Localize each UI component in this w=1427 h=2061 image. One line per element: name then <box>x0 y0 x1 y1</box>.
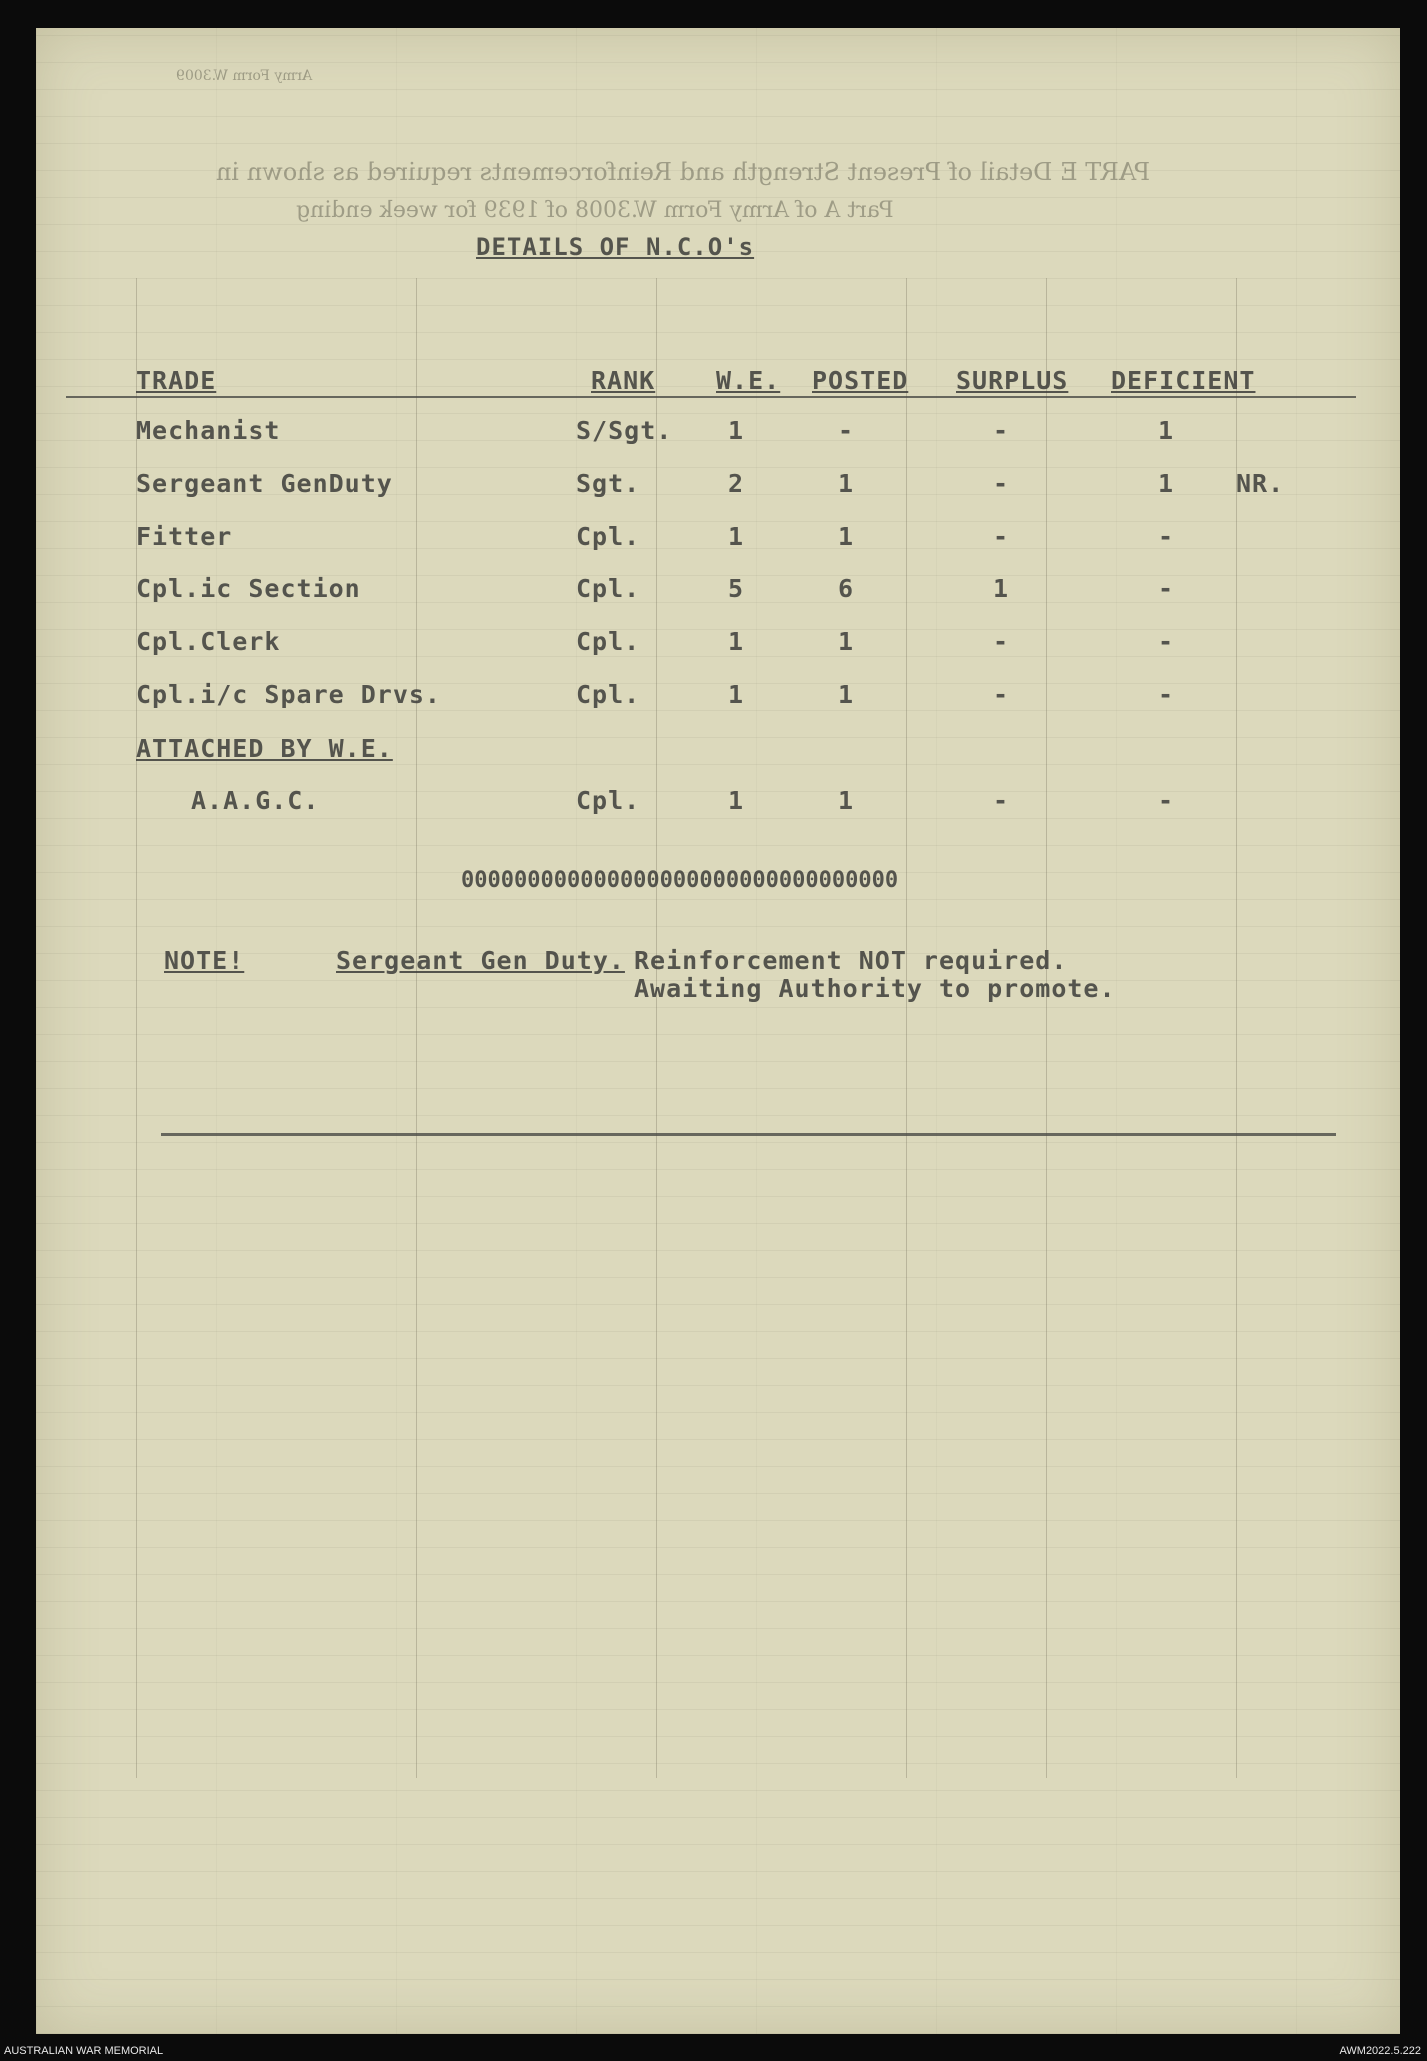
rank-cell: Cpl. <box>576 680 641 709</box>
we-cell: 1 <box>727 416 745 445</box>
col-header-deficient: DEFICIENT <box>1111 366 1256 395</box>
trade-cell: A.A.G.C. <box>191 786 320 815</box>
col-header-surplus: SURPLUS <box>956 366 1069 395</box>
form-grid-line <box>416 278 417 1778</box>
note-subject: Sergeant Gen Duty. <box>336 946 625 975</box>
deficient-cell: - <box>1157 522 1175 551</box>
part-title-show-through: PART E Detail of Present Strength and Reinforcements required as shown in <box>216 158 1151 186</box>
deficient-cell: - <box>1157 574 1175 603</box>
note-line-2: Awaiting Authority to promote. <box>634 974 1116 1003</box>
deficient-cell: - <box>1157 680 1175 709</box>
form-grid-line <box>136 278 137 1778</box>
note-label: NOTE! <box>164 946 245 975</box>
header-rule <box>66 396 1356 398</box>
posted-cell: 1 <box>837 680 855 709</box>
surplus-cell: - <box>992 680 1010 709</box>
col-header-trade: TRADE <box>136 366 217 395</box>
trade-cell: Cpl.i/c Spare Drvs. <box>136 680 441 709</box>
col-header-we: W.E. <box>716 366 781 395</box>
trade-cell: Mechanist <box>136 416 281 445</box>
we-cell: 5 <box>727 574 745 603</box>
trade-cell: Cpl.Clerk <box>136 627 281 656</box>
posted-cell: 1 <box>837 786 855 815</box>
deficient-cell: - <box>1157 627 1175 656</box>
page-title: DETAILS OF N.C.O's <box>476 233 755 261</box>
rank-cell: S/Sgt. <box>576 416 673 445</box>
form-grid-line <box>1236 278 1237 1778</box>
document-sheet <box>36 28 1400 2034</box>
form-grid-line <box>1046 278 1047 1778</box>
posted-cell: 6 <box>837 574 855 603</box>
rank-cell: Cpl. <box>576 574 641 603</box>
archive-credit: AUSTRALIAN WAR MEMORIAL <box>4 2045 164 2057</box>
note-cell: NR. <box>1236 469 1285 498</box>
closing-rule <box>161 1133 1336 1136</box>
posted-cell: 1 <box>837 522 855 551</box>
form-number-show-through: Army Form W.3009 <box>176 68 313 84</box>
rank-cell: Cpl. <box>576 522 641 551</box>
attached-heading: ATTACHED BY W.E. <box>136 734 393 763</box>
note-line-1: Reinforcement NOT required. <box>634 946 1068 975</box>
we-cell: 1 <box>727 522 745 551</box>
deficient-cell: - <box>1157 786 1175 815</box>
we-cell: 1 <box>727 680 745 709</box>
form-grid-line <box>906 278 907 1778</box>
posted-cell: 1 <box>837 469 855 498</box>
separator-line: 000000000000000000000000000000000 <box>461 868 899 893</box>
trade-cell: Cpl.ic Section <box>136 574 361 603</box>
posted-cell: - <box>837 416 855 445</box>
surplus-cell: - <box>992 469 1010 498</box>
we-cell: 1 <box>727 786 745 815</box>
surplus-cell: - <box>992 522 1010 551</box>
surplus-cell: - <box>992 786 1010 815</box>
deficient-cell: 1 <box>1157 416 1175 445</box>
deficient-cell: 1 <box>1157 469 1175 498</box>
form-grid-line <box>656 278 657 1778</box>
rank-cell: Cpl. <box>576 627 641 656</box>
surplus-cell: 1 <box>992 574 1010 603</box>
we-cell: 1 <box>727 627 745 656</box>
surplus-cell: - <box>992 627 1010 656</box>
surplus-cell: - <box>992 416 1010 445</box>
posted-cell: 1 <box>837 627 855 656</box>
col-header-rank: RANK <box>591 366 656 395</box>
rank-cell: Sgt. <box>576 469 641 498</box>
col-header-posted: POSTED <box>812 366 909 395</box>
archive-reference: AWM2022.5.222 <box>1339 2045 1421 2057</box>
we-cell: 2 <box>727 469 745 498</box>
rank-cell: Cpl. <box>576 786 641 815</box>
part-subtitle-show-through: Part A of Army Form W.3008 of 1939 for week ending <box>296 198 894 223</box>
trade-cell: Fitter <box>136 522 233 551</box>
trade-cell: Sergeant GenDuty <box>136 469 393 498</box>
